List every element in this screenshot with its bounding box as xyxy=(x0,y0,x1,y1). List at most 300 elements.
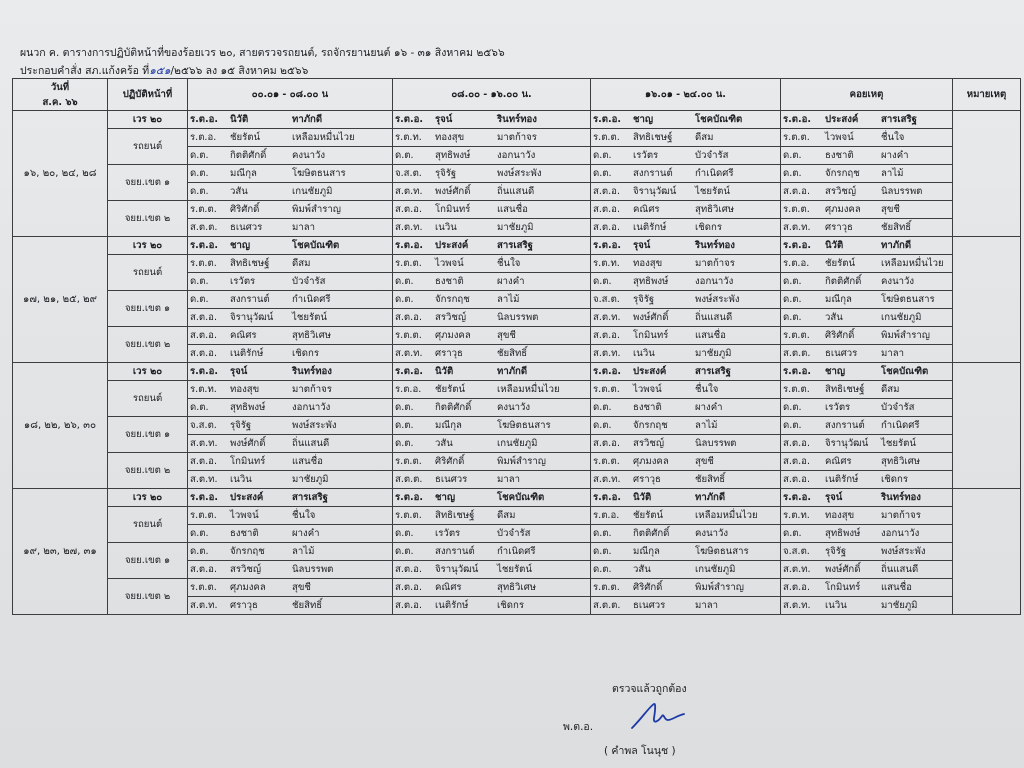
officer-last-name: โฆษิตธนสาร xyxy=(497,420,551,431)
date-cell: ๑๘, ๒๒, ๒๖, ๓๐ xyxy=(13,363,108,489)
table-row xyxy=(13,381,1021,399)
officer-rank: ส.ต.ท. xyxy=(190,474,218,485)
officer-cell xyxy=(781,129,953,147)
officer-cell xyxy=(781,507,953,525)
officer-first-name: เนติรักษ์ xyxy=(825,474,859,485)
officer-first-name: นิวัติ xyxy=(435,366,454,377)
officer-rank: ส.ต.อ. xyxy=(593,222,620,233)
officer-cell xyxy=(781,453,953,471)
officer-cell xyxy=(393,327,591,345)
officer-cell xyxy=(188,525,393,543)
officer-rank: ส.ต.อ. xyxy=(190,564,217,575)
officer-rank: ด.ต. xyxy=(593,168,612,179)
officer-rank: ด.ต. xyxy=(395,438,414,449)
officer-cell xyxy=(188,345,393,363)
officer-cell xyxy=(591,489,781,507)
duty-schedule-table xyxy=(12,78,1021,615)
officer-cell xyxy=(188,255,393,273)
officer-last-name: พงษ์สระพัง xyxy=(881,546,926,557)
officer-last-name: สุทธิวิเศษ xyxy=(695,204,735,215)
officer-last-name: สุขชี xyxy=(292,582,311,593)
officer-rank: ด.ต. xyxy=(395,420,414,431)
officer-cell xyxy=(591,111,781,129)
officer-first-name: สุทธิพงษ์ xyxy=(633,276,669,287)
officer-rank: ส.ต.อ. xyxy=(190,456,217,467)
officer-cell xyxy=(591,309,781,327)
officer-rank: ส.ต.ต. xyxy=(190,222,218,233)
officer-cell xyxy=(781,471,953,489)
officer-first-name: วสัน xyxy=(633,564,651,575)
officer-rank: ส.ต.อ. xyxy=(783,456,810,467)
officer-rank: ร.ต.ต. xyxy=(593,132,620,143)
officer-last-name: โฆษิตธนสาร xyxy=(292,168,346,179)
shift20-row xyxy=(13,489,1021,507)
officer-cell xyxy=(393,381,591,399)
officer-last-name: ไชยรัตน์ xyxy=(695,186,730,197)
duty-label-moto1: จยย.เขต ๑ xyxy=(108,165,188,201)
table-header-row xyxy=(13,79,1021,111)
officer-cell xyxy=(188,291,393,309)
officer-first-name: วสัน xyxy=(435,438,453,449)
officer-cell xyxy=(781,543,953,561)
officer-cell xyxy=(393,345,591,363)
officer-last-name: ลาไม้ xyxy=(292,546,315,557)
officer-rank: ส.ต.อ. xyxy=(190,312,217,323)
officer-cell xyxy=(591,471,781,489)
officer-first-name: ชัยรัตน์ xyxy=(825,258,856,269)
officer-last-name: มาลา xyxy=(292,222,315,233)
officer-cell xyxy=(393,129,591,147)
table-row xyxy=(13,165,1021,183)
officer-first-name: เรวัตร xyxy=(825,402,851,413)
officer-cell xyxy=(188,417,393,435)
officer-last-name: มาลา xyxy=(497,474,520,485)
officer-last-name: สุขชี xyxy=(497,330,516,341)
officer-first-name: ไวพจน์ xyxy=(230,510,259,521)
officer-first-name: สิทธิเชษฐ์ xyxy=(435,510,475,521)
officer-cell xyxy=(393,219,591,237)
officer-last-name: ดีสม xyxy=(292,258,311,269)
officer-first-name: ธงชาติ xyxy=(435,276,464,287)
officer-rank: ด.ต. xyxy=(593,546,612,557)
officer-last-name: นิลบรรพต xyxy=(497,312,539,323)
officer-last-name: มาลา xyxy=(881,348,904,359)
officer-cell xyxy=(781,489,953,507)
officer-first-name: ประสงค์ xyxy=(435,240,469,251)
officer-first-name: มณีกุล xyxy=(633,546,660,557)
officer-first-name: พงษ์ศักดิ์ xyxy=(633,312,669,323)
officer-last-name: นิลบรรพต xyxy=(292,564,334,575)
officer-cell xyxy=(393,525,591,543)
officer-first-name: ชัยรัตน์ xyxy=(633,510,664,521)
shift1-column-header: ๐๐.๐๑ - ๐๘.๐๐ น xyxy=(188,79,393,111)
officer-first-name: ประสงค์ xyxy=(825,114,859,125)
officer-first-name: มณีกุล xyxy=(435,420,462,431)
officer-last-name: ถิ่นแสนดี xyxy=(497,186,535,197)
officer-rank: ร.ต.ท. xyxy=(395,132,422,143)
officer-cell xyxy=(393,579,591,597)
officer-cell xyxy=(591,399,781,417)
table-row xyxy=(13,129,1021,147)
officer-first-name: สุทธิพงษ์ xyxy=(230,402,266,413)
duty-label-shift20: เวร ๒๐ xyxy=(108,237,188,255)
officer-rank: ส.ต.อ. xyxy=(593,186,620,197)
duty-label-car: รถยนต์ xyxy=(108,255,188,291)
officer-first-name: จิรานุวัฒน์ xyxy=(825,438,869,449)
officer-last-name: เหลือมหมื่นไวย xyxy=(881,258,944,269)
officer-rank: ส.ต.อ. xyxy=(395,204,422,215)
officer-cell xyxy=(781,327,953,345)
officer-rank: ส.ต.ท. xyxy=(395,186,423,197)
officer-first-name: ศิริศักดิ์ xyxy=(230,204,260,215)
officer-cell xyxy=(591,543,781,561)
officer-first-name: เนวิน xyxy=(230,474,252,485)
officer-cell xyxy=(781,525,953,543)
officer-last-name: เชิดกร xyxy=(497,600,524,611)
officer-cell xyxy=(188,561,393,579)
officer-rank: ร.ต.ต. xyxy=(783,132,810,143)
officer-last-name: กำเนิดศรี xyxy=(881,420,920,431)
officer-cell xyxy=(781,561,953,579)
officer-rank: ร.ต.อ. xyxy=(395,240,424,251)
officer-cell xyxy=(591,507,781,525)
officer-last-name: โชคบัณฑิต xyxy=(881,366,929,377)
officer-last-name: รินทร์ทอง xyxy=(881,492,921,503)
officer-last-name: ลาไม้ xyxy=(695,420,718,431)
officer-rank: ด.ต. xyxy=(783,168,802,179)
table-row xyxy=(13,579,1021,597)
date-cell: ๑๙, ๒๓, ๒๗, ๓๑ xyxy=(13,489,108,615)
officer-last-name: มาชัยภูมิ xyxy=(695,348,732,359)
officer-last-name: สารเสริฐ xyxy=(695,366,731,377)
officer-last-name: ทาภักดี xyxy=(497,366,528,377)
order-reference xyxy=(20,62,308,79)
officer-first-name: เนติรักษ์ xyxy=(230,348,264,359)
officer-rank: ส.ต.อ. xyxy=(190,348,217,359)
officer-last-name: ชัยสิทธิ์ xyxy=(292,600,323,611)
officer-rank: ด.ต. xyxy=(190,546,209,557)
officer-rank: ส.ต.อ. xyxy=(593,438,620,449)
officer-rank: ด.ต. xyxy=(593,564,612,575)
officer-rank: ร.ต.ท. xyxy=(190,384,217,395)
officer-last-name: สุทธิวิเศษ xyxy=(881,456,921,467)
officer-cell xyxy=(188,273,393,291)
officer-last-name: พงษ์สระพัง xyxy=(695,294,740,305)
officer-first-name: สงกรานต์ xyxy=(825,420,865,431)
officer-first-name: รุจิรัฐ xyxy=(633,294,655,305)
officer-cell xyxy=(393,363,591,381)
officer-rank: ร.ต.ต. xyxy=(395,330,422,341)
table-row xyxy=(13,507,1021,525)
officer-cell xyxy=(781,345,953,363)
officer-first-name: รุจน์ xyxy=(230,366,248,377)
officer-rank: ส.ต.อ. xyxy=(395,600,422,611)
officer-first-name: จักรกฤช xyxy=(230,546,265,557)
date-column-header xyxy=(13,79,108,111)
officer-last-name: โฆษิตธนสาร xyxy=(695,546,749,557)
officer-first-name: ชาญ xyxy=(435,492,456,503)
officer-rank: ร.ต.ต. xyxy=(190,258,217,269)
order-number: ๑๕๑ xyxy=(149,65,171,77)
officer-cell xyxy=(188,399,393,417)
officer-cell xyxy=(188,147,393,165)
officer-cell xyxy=(188,183,393,201)
officer-rank: ร.ต.อ. xyxy=(783,366,812,377)
officer-last-name: คงนาวัง xyxy=(292,150,326,161)
officer-last-name: เชิดกร xyxy=(881,474,908,485)
officer-cell xyxy=(781,399,953,417)
officer-last-name: สุทธิวิเศษ xyxy=(292,330,332,341)
officer-last-name: รินทร์ทอง xyxy=(695,240,735,251)
shift3-column-header: ๑๖.๐๑ - ๒๔.๐๐ น. xyxy=(591,79,781,111)
officer-cell xyxy=(393,237,591,255)
officer-cell xyxy=(591,453,781,471)
officer-rank: ร.ต.ต. xyxy=(395,510,422,521)
officer-rank: ส.ต.อ. xyxy=(783,582,810,593)
officer-cell xyxy=(188,381,393,399)
officer-first-name: กิตติศักดิ์ xyxy=(435,402,472,413)
officer-cell xyxy=(591,129,781,147)
officer-cell xyxy=(781,219,953,237)
officer-first-name: รุจน์ xyxy=(825,492,843,503)
officer-first-name: ประสงค์ xyxy=(633,366,667,377)
officer-rank: ด.ต. xyxy=(593,402,612,413)
officer-first-name: ชัยรัตน์ xyxy=(230,132,261,143)
officer-rank: ด.ต. xyxy=(783,312,802,323)
officer-cell xyxy=(591,219,781,237)
officer-rank: ร.ต.ต. xyxy=(593,456,620,467)
officer-cell xyxy=(393,489,591,507)
table-row xyxy=(13,201,1021,219)
officer-cell xyxy=(188,309,393,327)
officer-first-name: สงกรานต์ xyxy=(633,168,673,179)
remarks-cell xyxy=(953,111,1021,237)
officer-first-name: ศุภมงคล xyxy=(230,582,266,593)
remarks-cell xyxy=(953,237,1021,363)
document-title: ผนวก ค. ตารางการปฏิบัติหน้าที่ของร้อยเวร ๒๐, สายตรวจรถยนต์, รถจักรยานยนต์ ๑๖ - ๓๑ สิงหาคม ๒๕๖๖ xyxy=(20,47,505,59)
officer-rank: ร.ต.ต. xyxy=(783,330,810,341)
officer-last-name: สุขชี xyxy=(695,456,714,467)
officer-last-name: ทาภักดี xyxy=(881,240,912,251)
table-row xyxy=(13,291,1021,309)
officer-rank: ร.ต.ต. xyxy=(190,204,217,215)
officer-last-name: ดีสม xyxy=(881,384,900,395)
officer-cell xyxy=(591,435,781,453)
officer-last-name: กำเนิดศรี xyxy=(695,168,734,179)
officer-rank: จ.ส.ต. xyxy=(593,294,620,305)
officer-rank: ร.ต.ท. xyxy=(593,258,620,269)
officer-rank: ส.ต.ท. xyxy=(593,312,621,323)
officer-last-name: เกนชัยภูมิ xyxy=(881,312,922,323)
officer-rank: ร.ต.อ. xyxy=(190,240,219,251)
officer-last-name: แสนชื่อ xyxy=(695,330,726,341)
officer-rank: ส.ต.อ. xyxy=(395,564,422,575)
shift2-column-header: ๐๘.๐๐ - ๑๖.๐๐ น. xyxy=(393,79,591,111)
officer-cell xyxy=(393,309,591,327)
officer-rank: ส.ต.ท. xyxy=(395,222,423,233)
officer-rank: ร.ต.อ. xyxy=(190,132,217,143)
officer-last-name: เหลือมหมื่นไวย xyxy=(292,132,355,143)
officer-first-name: ธเนศวร xyxy=(633,600,666,611)
officer-cell xyxy=(393,543,591,561)
order-suffix: /๒๕๖๖ ลง ๑๕ สิงหาคม ๒๕๖๖ xyxy=(170,65,309,77)
officer-last-name: คงนาวัง xyxy=(497,402,531,413)
officer-last-name: โชคบัณฑิต xyxy=(695,114,743,125)
officer-last-name: แสนชื่อ xyxy=(881,582,912,593)
officer-cell xyxy=(591,147,781,165)
officer-last-name: มาตก้าจร xyxy=(292,384,332,395)
officer-last-name: เกนชัยภูมิ xyxy=(497,438,538,449)
officer-first-name: ทองสุข xyxy=(633,258,663,269)
officer-cell xyxy=(393,417,591,435)
officer-last-name: ชื่นใจ xyxy=(881,132,905,143)
officer-rank: ด.ต. xyxy=(593,276,612,287)
officer-cell xyxy=(591,273,781,291)
officer-first-name: จักรกฤช xyxy=(435,294,470,305)
officer-rank: จ.ส.ต. xyxy=(190,420,217,431)
duty-label-shift20: เวร ๒๐ xyxy=(108,363,188,381)
officer-cell xyxy=(188,201,393,219)
officer-rank: ด.ต. xyxy=(395,528,414,539)
officer-first-name: พงษ์ศักดิ์ xyxy=(435,186,471,197)
officer-rank: ร.ต.ต. xyxy=(783,204,810,215)
officer-cell xyxy=(781,291,953,309)
officer-last-name: ผางคำ xyxy=(497,276,525,287)
officer-first-name: ทองสุข xyxy=(825,510,855,521)
officer-first-name: จิรานุวัฒน์ xyxy=(435,564,479,575)
officer-first-name: คณิศร xyxy=(825,456,852,467)
officer-last-name: มาชัยภูมิ xyxy=(497,222,534,233)
officer-first-name: จิรานุวัฒน์ xyxy=(633,186,677,197)
officer-rank: ส.ต.ต. xyxy=(593,600,621,611)
officer-rank: ด.ต. xyxy=(190,276,209,287)
officer-first-name: สิทธิเชษฐ์ xyxy=(825,384,865,395)
officer-last-name: โชคบัณฑิต xyxy=(497,492,545,503)
officer-cell xyxy=(188,489,393,507)
officer-cell xyxy=(393,147,591,165)
remarks-column-header: หมายเหตุ xyxy=(953,79,1021,111)
officer-cell xyxy=(781,435,953,453)
officer-last-name: คงนาวัง xyxy=(881,276,915,287)
remarks-cell xyxy=(953,489,1021,615)
officer-rank: ด.ต. xyxy=(190,528,209,539)
officer-rank: ด.ต. xyxy=(190,150,209,161)
officer-rank: ร.ต.อ. xyxy=(395,114,424,125)
officer-cell xyxy=(188,129,393,147)
officer-rank: ส.ต.ท. xyxy=(783,222,811,233)
officer-first-name: ชัยรัตน์ xyxy=(435,384,466,395)
duty-label-moto2: จยย.เขต ๒ xyxy=(108,579,188,615)
officer-rank: ร.ต.อ. xyxy=(593,366,622,377)
officer-cell xyxy=(591,363,781,381)
officer-first-name: สิทธิเชษฐ์ xyxy=(230,258,270,269)
officer-first-name: มณีกุล xyxy=(230,168,257,179)
duty-label-shift20: เวร ๒๐ xyxy=(108,111,188,129)
officer-cell xyxy=(393,201,591,219)
signature-mark xyxy=(628,700,688,732)
officer-cell xyxy=(591,201,781,219)
officer-first-name: รุจน์ xyxy=(633,240,651,251)
officer-first-name: รุจิรัฐ xyxy=(230,420,252,431)
officer-rank: ส.ต.ท. xyxy=(783,564,811,575)
officer-last-name: งอกนาวัง xyxy=(881,528,920,539)
officer-first-name: ศิริศักดิ์ xyxy=(633,582,663,593)
officer-cell xyxy=(591,525,781,543)
officer-rank: ร.ต.อ. xyxy=(593,240,622,251)
officer-cell xyxy=(591,381,781,399)
officer-first-name: คณิศร xyxy=(435,582,462,593)
officer-cell xyxy=(188,507,393,525)
officer-cell xyxy=(591,345,781,363)
officer-first-name: ชาญ xyxy=(825,366,846,377)
officer-last-name: นิลบรรพต xyxy=(695,438,737,449)
shift20-row xyxy=(13,363,1021,381)
officer-first-name: ธเนศวร xyxy=(230,222,263,233)
officer-cell xyxy=(188,363,393,381)
officer-cell xyxy=(393,399,591,417)
officer-first-name: ธงชาติ xyxy=(230,528,259,539)
officer-last-name: ทาภักดี xyxy=(695,492,726,503)
standby-column-header: คอยเหตุ xyxy=(781,79,953,111)
officer-last-name: พงษ์สระพัง xyxy=(292,420,337,431)
officer-last-name: ชื่นใจ xyxy=(695,384,719,395)
officer-first-name: ศราวุธ xyxy=(633,474,661,485)
officer-rank: ด.ต. xyxy=(593,420,612,431)
officer-cell xyxy=(591,327,781,345)
officer-last-name: ลาไม้ xyxy=(881,168,904,179)
officer-cell xyxy=(188,237,393,255)
officer-first-name: รุจิรัฐ xyxy=(825,546,847,557)
officer-first-name: พงษ์ศักดิ์ xyxy=(825,564,861,575)
officer-first-name: ศิริศักดิ์ xyxy=(435,456,465,467)
officer-rank: ร.ต.ต. xyxy=(395,456,422,467)
officer-last-name: ชัยสิทธิ์ xyxy=(881,222,912,233)
officer-rank: ด.ต. xyxy=(190,168,209,179)
duty-label-car: รถยนต์ xyxy=(108,507,188,543)
officer-rank: ร.ต.อ. xyxy=(395,384,422,395)
officer-last-name: ถิ่นแสนดี xyxy=(292,438,330,449)
officer-last-name: ผางคำ xyxy=(881,150,909,161)
officer-cell xyxy=(393,183,591,201)
officer-first-name: สุทธิพงษ์ xyxy=(825,528,861,539)
officer-last-name: เหลือมหมื่นไวย xyxy=(695,510,758,521)
officer-rank: จ.ส.ต. xyxy=(395,168,422,179)
officer-first-name: เนติรักษ์ xyxy=(435,600,469,611)
officer-last-name: ชัยสิทธิ์ xyxy=(695,474,726,485)
duty-label-car: รถยนต์ xyxy=(108,129,188,165)
officer-first-name: รุจน์ xyxy=(435,114,453,125)
officer-last-name: กำเนิดศรี xyxy=(497,546,536,557)
officer-last-name: กำเนิดศรี xyxy=(292,294,331,305)
officer-rank: ด.ต. xyxy=(395,276,414,287)
officer-last-name: บัวจำรัส xyxy=(881,402,915,413)
officer-cell xyxy=(393,111,591,129)
officer-first-name: ศุภมงคล xyxy=(825,204,861,215)
officer-rank: ร.ต.อ. xyxy=(395,492,424,503)
officer-last-name: มาชัยภูมิ xyxy=(881,600,918,611)
officer-rank: ร.ต.ต. xyxy=(190,582,217,593)
officer-first-name: สรวิชญ์ xyxy=(633,438,665,449)
officer-last-name: มาตก้าจร xyxy=(881,510,921,521)
officer-first-name: จักรกฤช xyxy=(825,168,860,179)
officer-last-name: มาลา xyxy=(695,600,718,611)
officer-last-name: พิมพ์สำราญ xyxy=(292,204,341,215)
officer-first-name: ทองสุข xyxy=(230,384,260,395)
officer-first-name: ชาญ xyxy=(230,240,251,251)
officer-cell xyxy=(393,435,591,453)
officer-cell xyxy=(393,597,591,615)
duty-label-moto1: จยย.เขต ๑ xyxy=(108,291,188,327)
